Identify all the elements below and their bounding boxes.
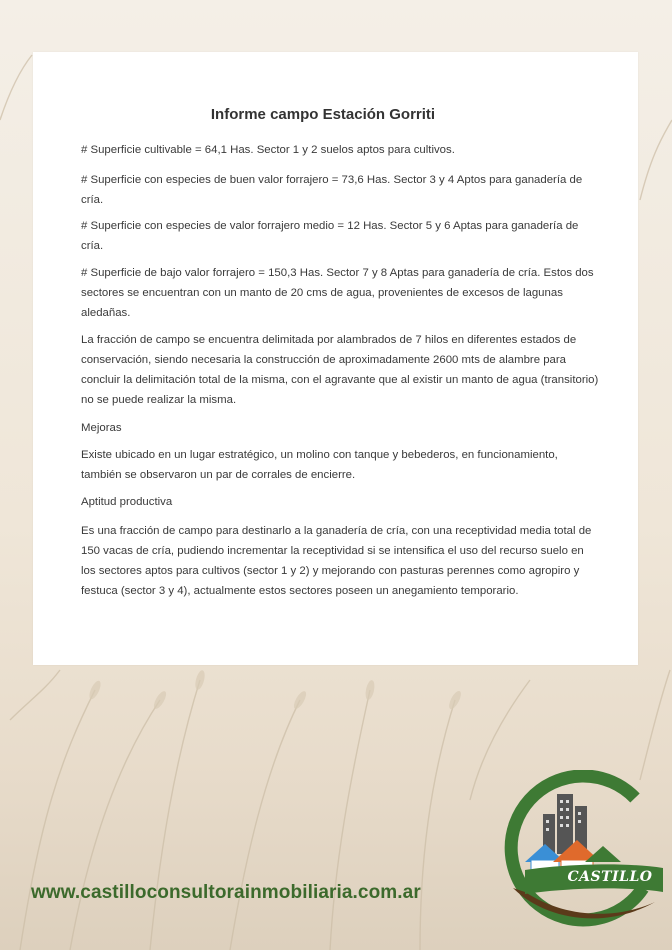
paragraph-bajo-valor-forrajero: # Superficie de bajo valor forrajero = 150,3 Has. Sector 7 y 8 Aptas para ganadería de cría. Estos dos sectores se encuentran con un manto de 20 cms de agua, provenientes de excesos de lagunas aledañas.	[81, 267, 594, 319]
heading-aptitud-productiva: Aptitud productiva	[81, 496, 173, 508]
paragraph-valor-forrajero-medio: # Superficie con especies de valor forrajero medio = 12 Has. Sector 5 y 6 Aptas para ganadería de cría.	[81, 220, 579, 252]
paragraph-aptitud-productiva: Es una fracción de campo para destinarlo a la ganadería de cría, con una receptividad media total de 150 vacas de cría, pudiendo incrementar la receptividad si se intensifica el uso del recurso suelo en los sectores aptos para cultivos (sector 1 y 2) y mejorando con pasturas perennes como agropiro y festuca (sector 3 y 4), actualmente estos sectores poseen un anegamiento temporario.	[81, 525, 592, 597]
paragraph-mejoras: Existe ubicado en un lugar estratégico, un molino con tanque y bebederos, en funcionamiento, también se observaron un par de corrales de encierre.	[81, 449, 558, 481]
heading-mejoras: Mejoras	[81, 422, 122, 434]
paragraph-superficie-cultivable: # Superficie cultivable = 64,1 Has. Sector 1 y 2 suelos aptos para cultivos.	[81, 144, 455, 156]
logo-brand-text: CASTILLO	[567, 869, 653, 885]
paragraph-buen-valor-forrajero: # Superficie con especies de buen valor forrajero = 73,6 Has. Sector 3 y 4 Aptos para ganadería de cría.	[81, 174, 583, 206]
castillo-logo	[485, 770, 665, 935]
paragraph-alambrados: La fracción de campo se encuentra delimitada por alambrados de 7 hilos en diferentes estados de conservación, siendo necesaria la construcción de aproximadamente 2600 mts de alambre para concluir la delimitación total de la misma, con el agravante que al existir un manto de agua (transitorio) no se puede realizar la misma.	[81, 334, 599, 406]
report-title: Informe campo Estación Gorriti	[210, 106, 436, 123]
report-sheet	[33, 52, 638, 665]
website-link[interactable]: www.castilloconsultorainmobiliaria.com.ar	[31, 882, 421, 903]
